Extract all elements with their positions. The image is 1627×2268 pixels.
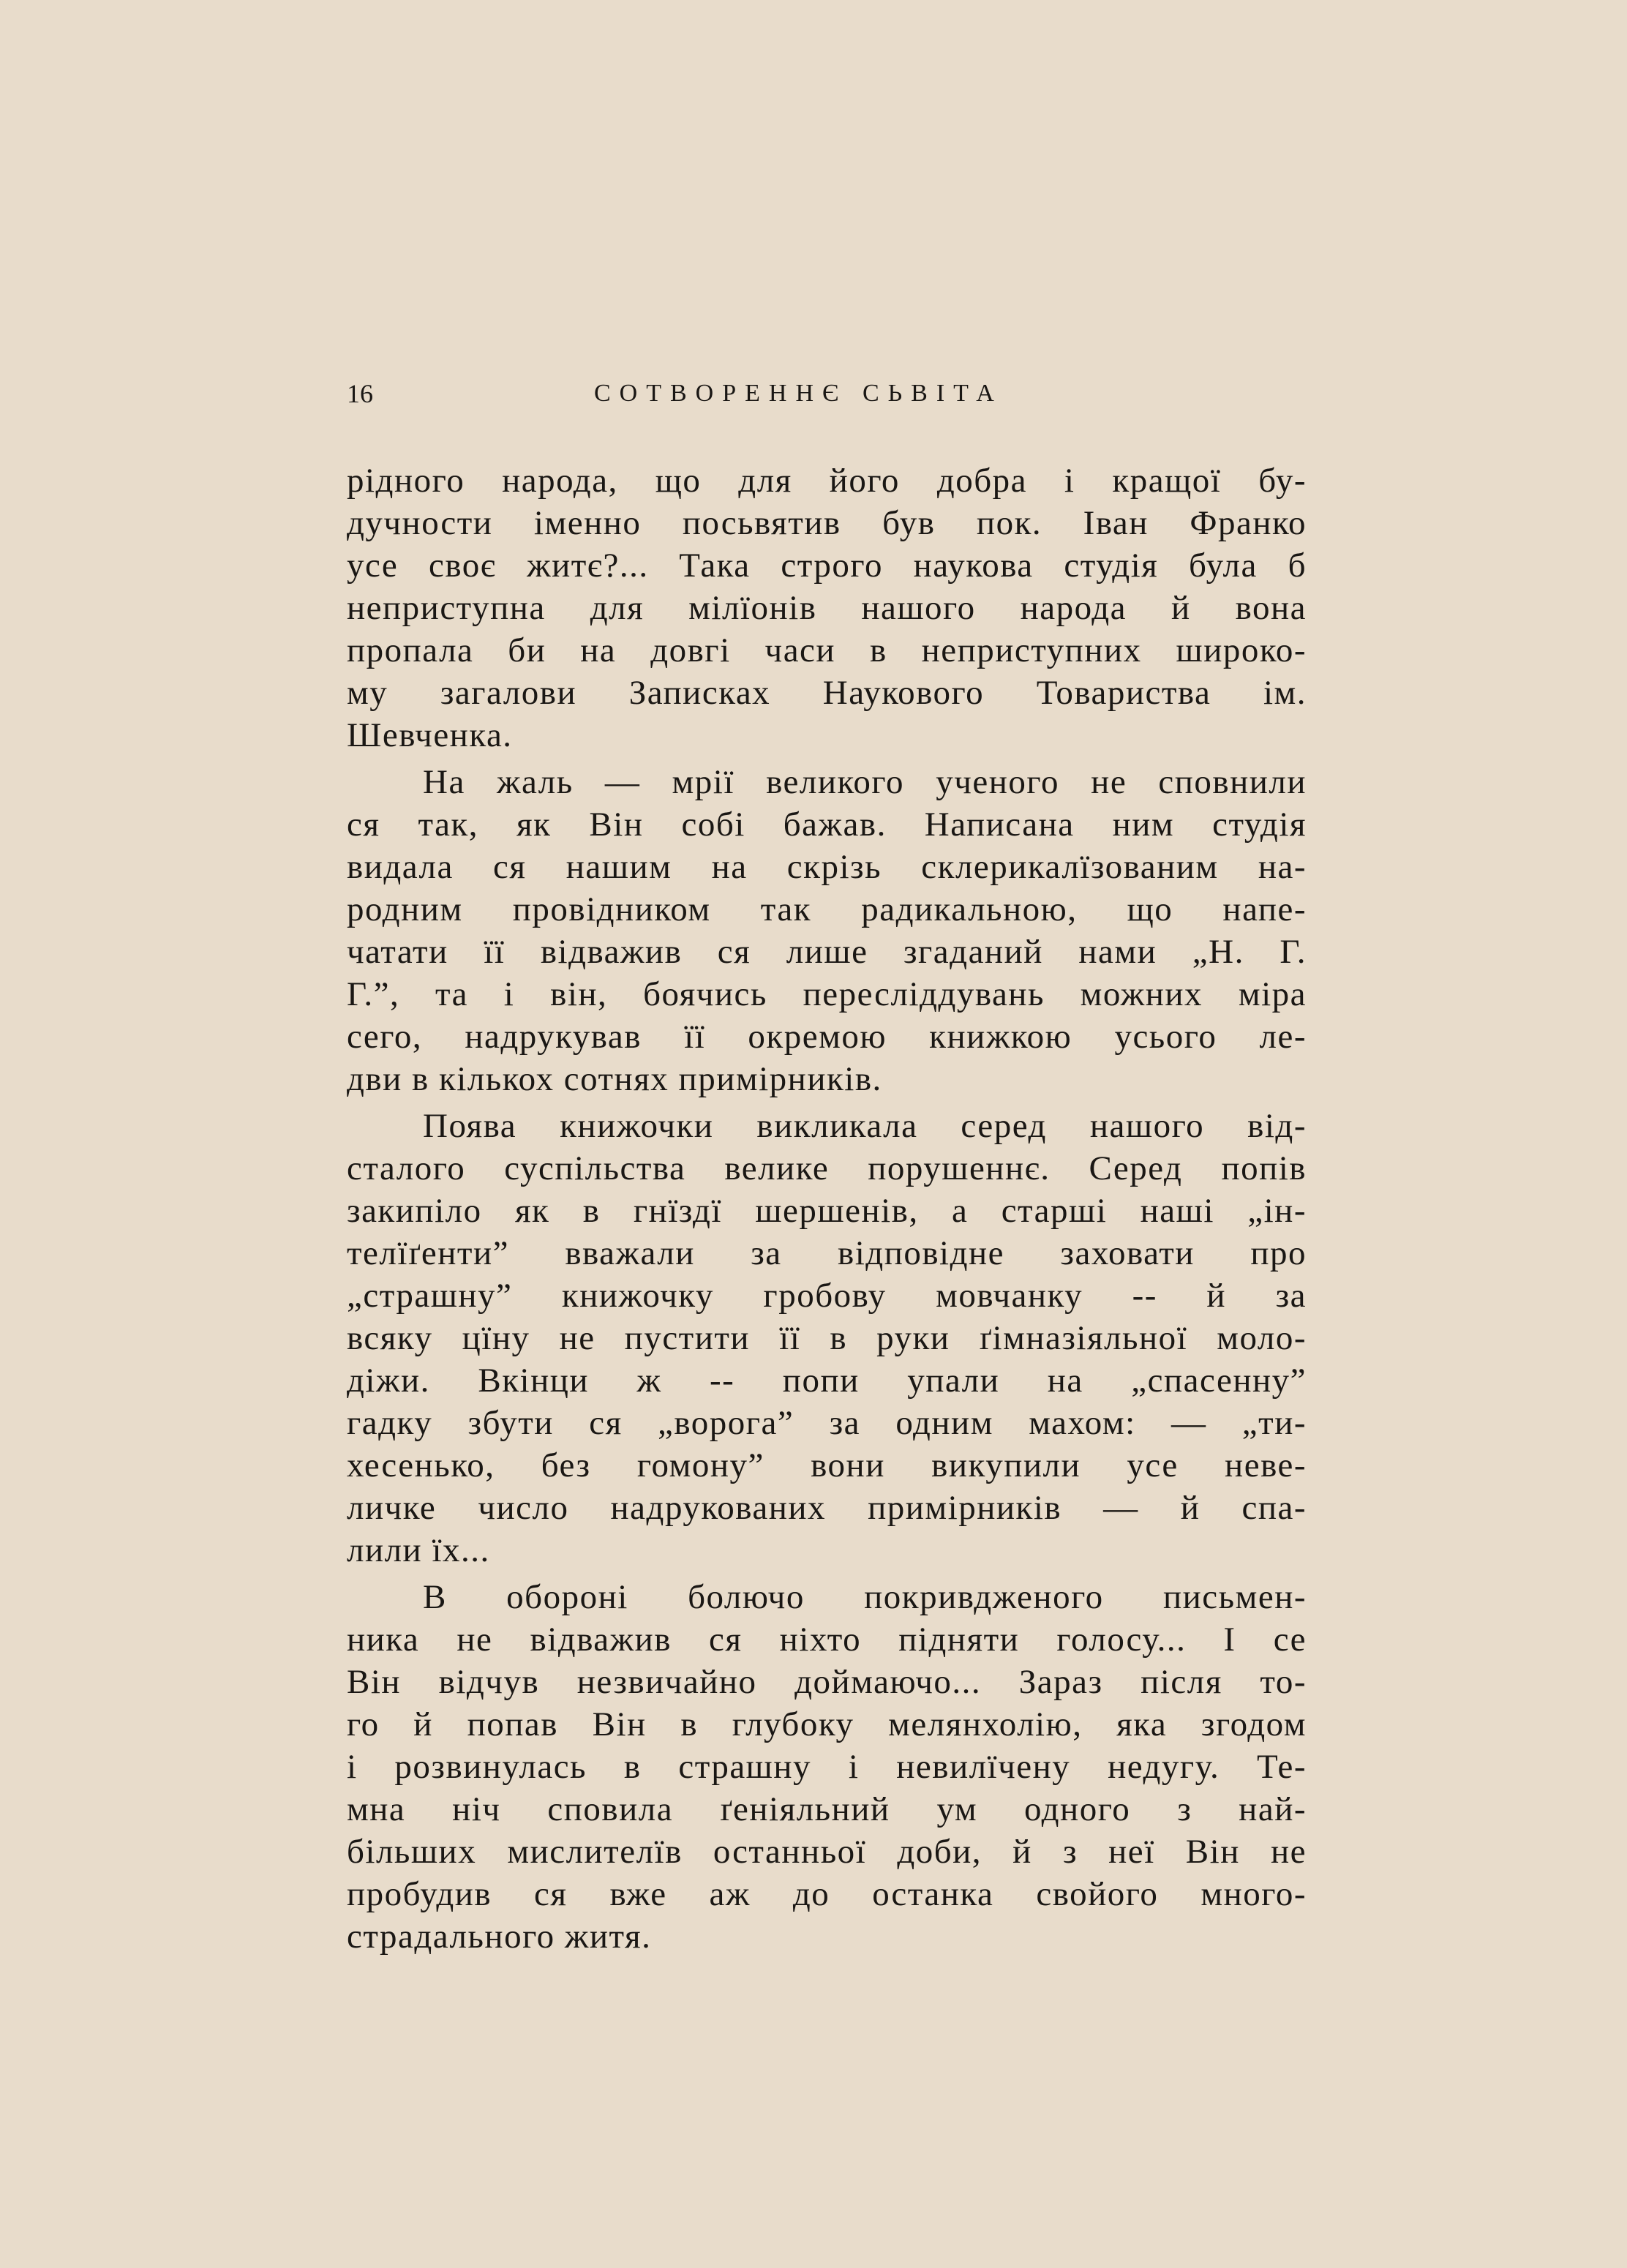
text-line: всяку цїну не пустити її в руки ґімназіяльної моло- bbox=[347, 1319, 1307, 1357]
paragraph-3 bbox=[347, 1105, 1307, 1572]
paragraph-1 bbox=[347, 459, 1307, 756]
text-line: ника не відважив ся ніхто підняти голосу... І се bbox=[347, 1621, 1307, 1659]
text-line: „страшну” книжочку гробову мовчанку -- й за bbox=[347, 1277, 1307, 1315]
text-line: дви в кількох сотнях примірників. bbox=[347, 1060, 882, 1098]
text-line: Він відчув незвичайно доймаючо... Зараз після то- bbox=[347, 1663, 1307, 1701]
text-line: мна ніч сповила ґеніяльний ум одного з най- bbox=[347, 1790, 1307, 1828]
text-line: неприступна для мілїонів нашого народа й вона bbox=[347, 589, 1307, 627]
text-line: му загалови Записках Наукового Товариства ім. bbox=[347, 674, 1307, 712]
text-line: страдального житя. bbox=[347, 1918, 652, 1956]
text-line: сего, надрукував її окремою книжкою усього ле- bbox=[347, 1018, 1307, 1056]
paragraph-2 bbox=[347, 761, 1307, 1100]
running-head bbox=[347, 375, 1307, 413]
body-text bbox=[347, 459, 1307, 1958]
text-line: пропала би на довгі часи в неприступних широко- bbox=[347, 631, 1307, 669]
text-line: дучности іменно посьвятив був пок. Іван Франко bbox=[347, 504, 1307, 542]
text-line: хесенько, без гомону” вони викупили усе неве- bbox=[347, 1446, 1307, 1484]
text-line: Шевченка. bbox=[347, 716, 513, 754]
text-line: сталого суспільства велике порушеннє. Серед попів bbox=[347, 1149, 1307, 1187]
running-title: СОТВОРЕННЄ СЬВІТА bbox=[594, 380, 1003, 407]
text-line: Поява книжочки викликала серед нашого від- bbox=[423, 1107, 1307, 1145]
text-line: закипіло як в гнїздї шершенів, а старші наші „ін- bbox=[347, 1192, 1307, 1230]
text-line: го й попав Він в глубоку мелянхолію, яка згодом bbox=[347, 1705, 1307, 1743]
page-number: 16 bbox=[347, 379, 373, 408]
text-line: лили їх... bbox=[347, 1531, 490, 1569]
text-line: Г.”, та і він, боячись пересліддувань можних міра bbox=[347, 975, 1307, 1013]
text-line: телїґенти” вважали за відповідне заховати про bbox=[347, 1234, 1307, 1272]
text-line: гадку збути ся „ворога” за одним махом: — „ти- bbox=[347, 1404, 1307, 1442]
text-line: ся так, як Він собі бажав. Написана ним студія bbox=[347, 806, 1307, 844]
text-line: пробудив ся вже аж до останка свойого много- bbox=[347, 1875, 1307, 1913]
text-line: і розвинулась в страшну і невилїчену недугу. Те- bbox=[347, 1748, 1307, 1786]
text-line: рідного народа, що для його добра і кращої бу- bbox=[347, 462, 1307, 500]
book-page bbox=[347, 375, 1307, 1958]
text-line: родним провідником так радикальною, що напе- bbox=[347, 890, 1307, 928]
paragraph-4 bbox=[347, 1576, 1307, 1958]
text-line: діжи. Вкінци ж -- попи упали на „спасенну” bbox=[347, 1362, 1307, 1400]
text-line: видала ся нашим на скрізь склерикалїзованим на- bbox=[347, 848, 1307, 886]
text-line: чатати її відважив ся лише згаданий нами „Н. Г. bbox=[347, 933, 1307, 971]
text-line: На жаль — мрії великого ученого не сповнили bbox=[423, 763, 1307, 801]
text-line: личке число надрукованих примірників — й спа- bbox=[347, 1489, 1307, 1527]
text-line: В обороні болючо покривдженого письмен- bbox=[423, 1578, 1307, 1616]
text-line: усе своє житє?... Така строго наукова студія була б bbox=[347, 547, 1307, 585]
text-line: більших мислителїв останньої доби, й з неї Він не bbox=[347, 1833, 1307, 1871]
